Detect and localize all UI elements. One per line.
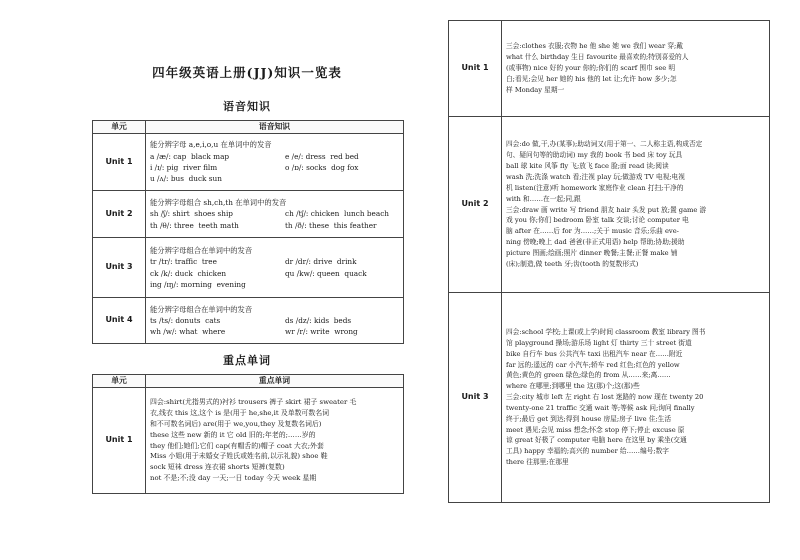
vocab-line: 脑 after 在……后 for 为……;关于 music 音乐;乐曲 eve- — [506, 227, 679, 236]
unit-label: Unit 3 — [93, 238, 146, 298]
vocab-line: these 这些 new 新的 it 它 old 旧的;年老的;……岁的 — [150, 430, 316, 439]
vocab-line: sock 短袜 dress 连衣裙 shorts 短裤(复数) — [150, 463, 285, 472]
vocab-line: (或事物) nice 好的 your 你的;你们的 scarf 围巾 see 明 — [506, 64, 676, 73]
unit-label: Unit 1 — [93, 388, 146, 494]
vocab-line: 馆 playground 操场;游乐场 light 灯 thirty 三十 street 街道 — [506, 338, 692, 347]
vocab-line: 三会:city 城市 left 左 right 右 lost 迷路的 now 现在 twenty 20 — [506, 393, 704, 402]
phonics-example: i /ɪ/: pig river film — [150, 163, 218, 173]
vocab-line: 白;看见;会见 her 她的 his 他的 let 让;允许 how 多少;怎 — [506, 74, 677, 83]
vocab-heading: 重点单词 — [223, 354, 271, 367]
phonics-row — [93, 191, 404, 238]
phonics-example: ck /k/: duck chicken — [150, 268, 227, 278]
phonics-table — [92, 120, 404, 344]
phonics-example: u /ʌ/: bus duck sun — [150, 174, 222, 184]
unit-label: Unit 4 — [93, 298, 146, 344]
page-title: 四年级英语上册(JJ)知识一览表 — [152, 65, 342, 80]
phonics-example: qu /kw/: queen quack — [285, 268, 367, 278]
phonics-example: th /ð/: these this feather — [285, 220, 377, 230]
vocab-line: 衣,线衣 this 这,这个 is 是(用于 he,she,it 及单数可数名词 — [150, 408, 330, 417]
vocab-col-unit: 单元 — [93, 375, 146, 388]
phonics-row — [93, 134, 404, 191]
phonics-heading: 语音知识 — [223, 100, 271, 113]
vocab-line: with 和……在一起;同,跟 — [506, 194, 581, 203]
phonics-row — [93, 298, 404, 344]
unit-label: Unit 3 — [449, 293, 502, 503]
phonics-example: wr /r/: write wrong — [285, 327, 358, 337]
vocab-line: there 往那里;在那里 — [506, 458, 569, 467]
phonics-row — [93, 238, 404, 298]
phonics-example: dr /dr/: drive drink — [285, 257, 357, 267]
vocab-line: Miss 小姐(用于未婚女子姓氏或姓名前,以示礼貌) shoe 鞋 — [150, 452, 328, 461]
phonics-example: sh /ʃ/: shirt shoes ship — [150, 209, 233, 219]
phonics-example: a /æ/: cap black map — [150, 151, 230, 161]
unit-label: Unit 1 — [93, 134, 146, 191]
vocab-line: twenty-one 21 traffic 交通 wait 等;等候 ask 问;询问 finally — [506, 403, 695, 412]
phonics-example: o /ɒ/: socks dog fox — [285, 163, 359, 173]
phonics-example: wh /w/: what where — [150, 327, 226, 337]
vocab-line: (床);制造,做 teeth 牙;齿(tooth 的复数形式) — [506, 259, 639, 268]
vocab-line: what 什么 birthday 生日 favourite 最喜欢的;特别喜爱的人 — [506, 53, 689, 62]
vocab-line: ball 球 kite 风筝 fly 飞;放飞 face 脸;面 read 读;阅读 — [506, 162, 669, 171]
vocab-line: 黄色;黄色的 green 绿色;绿色的 from 从……来;离…… — [506, 371, 671, 380]
phonics-intro: 能分辨字母 a,e,i,o,u 在单词中的发音 — [150, 140, 272, 150]
vocab-line: ning 傍晚;晚上 dad 爸爸(非正式用语) help 帮助;协助;援助 — [506, 238, 685, 247]
vocab-row — [93, 388, 404, 494]
vocab-table-continued — [448, 20, 770, 503]
vocab-line: meet 遇见;会见 miss 想念;怀念 stop 停下;停止 excuse 原 — [506, 425, 685, 434]
vocab-line: bike 自行车 bus 公共汽车 taxi 出租汽车 near 在……附近 — [506, 349, 683, 358]
phonics-intro: 能分辨字母组合在单词中的发音 — [150, 304, 253, 314]
vocab-line: far 远的;遥远的 car 小汽车;轿车 red 红色;红色的 yellow — [506, 360, 680, 369]
vocab-line: wash 洗;洗涤 watch 看;注视 play 玩;做游戏 TV 电视;电视 — [506, 172, 685, 181]
unit-label: Unit 2 — [449, 117, 502, 293]
vocab-line: 机 listen(注意)听 homework 家庭作业 clean 打扫;干净的 — [506, 183, 684, 192]
phonics-example: ing /ɪŋ/: morning evening — [150, 279, 246, 289]
vocab-row — [449, 21, 770, 117]
vocab-line: 工具) happy 幸福的;高兴的 number 给……编号;数字 — [506, 447, 669, 456]
phonics-example: tr /tr/: traffic tree — [150, 257, 217, 267]
phonics-intro: 能分辨字母组合 sh,ch,th 在单词中的发音 — [150, 198, 287, 208]
vocab-line: 三会:clothes 衣服;衣物 he 他 she 她 we 我们 wear 穿;戴 — [506, 42, 683, 51]
vocab-line: 四会:shirt(尤指男式的)衬衫 trousers 裤子 skirt 裙子 sweater 毛 — [150, 397, 357, 406]
vocab-line: 三会:draw 画 write 写 friend 朋友 hair 头发 put 放;置 game 游 — [506, 205, 707, 214]
vocab-row — [449, 117, 770, 293]
phonics-example: ch /tʃ/: chicken lunch beach — [285, 209, 389, 219]
vocab-line: 样 Monday 星期一 — [506, 85, 565, 94]
vocab-line: not 不是;不;没 day 一天;一日 today 今天 week 星期 — [150, 474, 317, 483]
unit-label: Unit 1 — [449, 21, 502, 117]
vocab-line: 终于;最后 get 到达;得到 house 房屋;房子 live 住;生活 — [506, 414, 672, 423]
vocab-line: picture 图画;绘画;照片 dinner 晚餐;主餐;正餐 make 铺 — [506, 248, 678, 257]
vocab-line: 谅 great 好极了 computer 电脑 here 在这里 by 乘坐(交通 — [506, 436, 687, 445]
vocab-line: 四会:do 做,干,办(某事);助动词又(用于第一、二人称主语,构成否定 — [506, 140, 703, 149]
vocab-line: they 他们;她们;它们 cap(有帽舌的)帽子 coat 大衣;外套 — [150, 441, 324, 450]
vocab-col-content: 重点单词 — [146, 375, 404, 388]
vocab-line: 戏 you 你;你们 bedroom 卧室 talk 交谈;讨论 computer 电 — [506, 216, 689, 225]
vocab-line: 句、疑问句等的助动词) my 我的 book 书 bed 床 toy 玩具 — [506, 151, 683, 160]
vocab-row — [449, 293, 770, 503]
vocab-line: where 在哪里;到哪里 the 这(那)个;这(那)些 — [506, 382, 640, 391]
vocab-line: 四会:school 学校;上课(或上学)时间 classroom 教室 library 图书 — [506, 328, 706, 337]
phonics-example: th /θ/: three teeth math — [150, 220, 239, 230]
phonics-example: ds /dz/: kids beds — [285, 315, 352, 325]
vocab-line: 和不可数名词后) are(用于 we,you,they 及复数名词后) — [150, 419, 322, 428]
phonics-example: ts /ts/: donuts cats — [150, 315, 221, 325]
phonics-col-content: 语音知识 — [146, 121, 404, 134]
phonics-example: e /e/: dress red bed — [285, 151, 359, 161]
phonics-col-unit: 单元 — [93, 121, 146, 134]
vocab-table — [92, 374, 404, 494]
phonics-intro: 能分辨字母组合在单词中的发音 — [150, 245, 253, 255]
unit-label: Unit 2 — [93, 191, 146, 238]
